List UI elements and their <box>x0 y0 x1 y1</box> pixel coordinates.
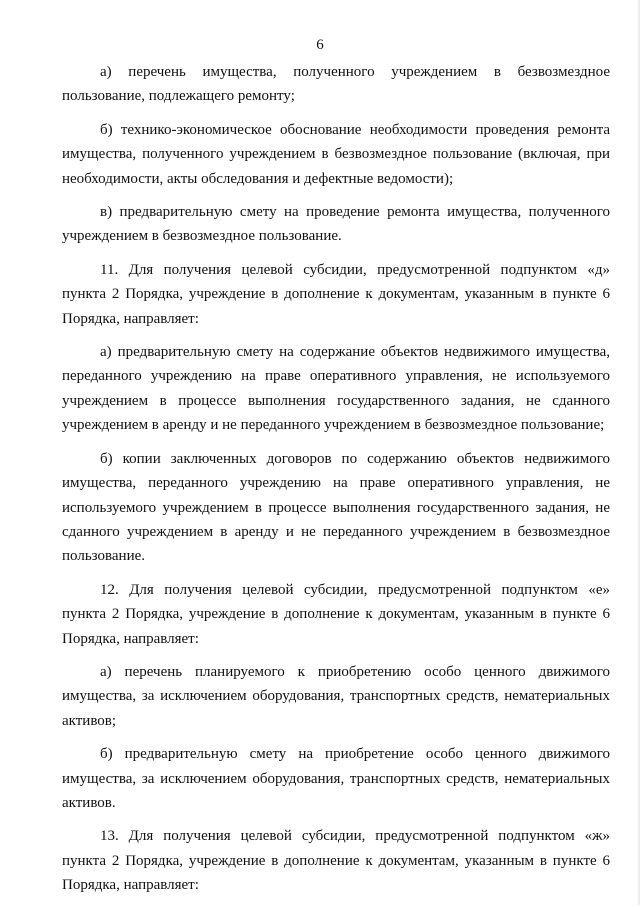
paragraph-10a: а) перечень имущества, полученного учреждением в безвозмездное пользование, подлежащего ремонту; <box>62 64 610 105</box>
paragraph-12b: б) предварительную смету на приобретение особо ценного движимого имущества, за исключением оборудования, транспортных средств, нематериальных активов. <box>62 746 610 811</box>
document-body <box>62 60 610 907</box>
paragraph-13: 13. Для получения целевой субсидии, предусмотренной подпунктом «ж» пункта 2 Порядка, учреждение в дополнение к документам, указанным в пункте 6 Порядка, направляет: <box>62 828 610 894</box>
paragraph-10v: в) предварительную смету на проведение ремонта имущества, полученного учреждением в безвозмездное пользование. <box>62 204 610 245</box>
paragraph-10b: б) технико-экономическое обоснование необходимости проведения ремонта имущества, полученного учреждением в безвозмездное пользование (включая, при необходимости, акты обследования и дефектные ведомости); <box>62 121 610 187</box>
paragraph-12a: а) перечень планируемого к приобретению особо ценного движимого имущества, за исключением оборудования, транспортных средств, нематериальных активов; <box>62 663 610 729</box>
paragraph-11: 11. Для получения целевой субсидии, предусмотренной подпунктом «д» пункта 2 Порядка, учреждение в дополнение к документам, указанным в пункте 6 Порядка, направляет: <box>62 261 610 327</box>
paragraph-11b: б) копии заключенных договоров по содержанию объектов недвижимого имущества, переданного учреждению на праве оперативного управления, не используемого учреждением в процессе выполнения государственного задания, не сданного учреждением в аренду и не переданного учреждением в безвозмездное пользование. <box>62 450 610 565</box>
paragraph-12: 12. Для получения целевой субсидии, предусмотренной подпунктом «е» пункта 2 Порядка, учреждение в дополнение к документам, указанным в пункте 6 Порядка, направляет: <box>62 581 610 647</box>
paragraph-11a: а) предварительную смету на содержание объектов недвижимого имущества, переданного учреждению на праве оперативного управления, не используемого учреждением в процессе выполнения государственного задания, не сданного учреждением в аренду и не переданного учреждением в безвозмездное пользование; <box>62 344 610 434</box>
page-number: 6 <box>316 37 324 53</box>
